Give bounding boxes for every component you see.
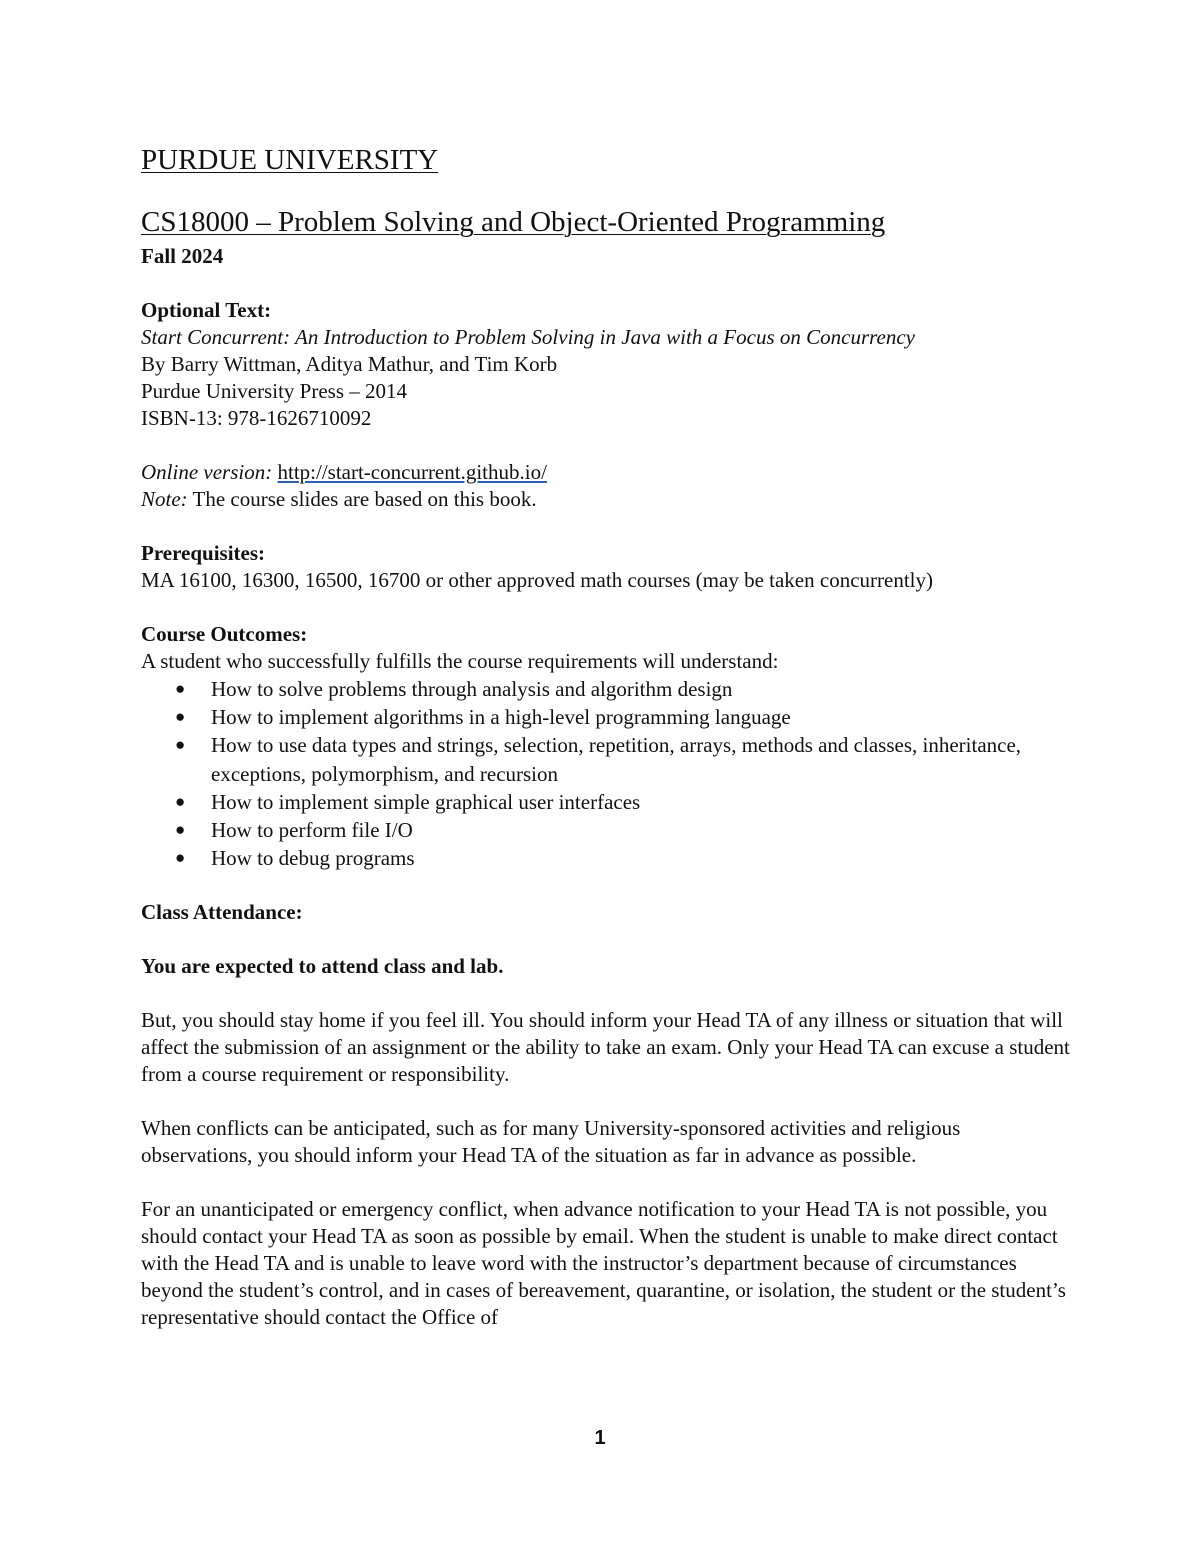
university-name: PURDUE UNIVERSITY [141, 144, 439, 176]
book-authors: By Barry Wittman, Aditya Mathur, and Tim Korb [141, 352, 558, 376]
spacer [141, 432, 1071, 459]
course-title: CS18000 – Problem Solving and Object-Oriented Programming [141, 206, 886, 238]
list-item [141, 731, 1071, 787]
book-publisher: Purdue University Press – 2014 [141, 379, 407, 403]
spacer [141, 513, 1071, 540]
online-version-link[interactable]: http://start-concurrent.github.io/ [277, 460, 547, 484]
course-outcomes-heading: Course Outcomes: [141, 622, 308, 646]
list-item [141, 675, 1071, 703]
outcome-text: How to use data types and strings, selection, repetition, arrays, methods and classes, inheritance, exceptions, polymorphism, and recursion [211, 733, 1022, 786]
spacer [141, 1088, 1071, 1115]
book-title: Start Concurrent: An Introduction to Problem Solving in Java with a Focus on Concurrency [141, 325, 915, 349]
note-label: Note: [141, 487, 188, 511]
course-term: Fall 2024 [141, 244, 224, 268]
online-version-label: Online version: [141, 460, 273, 484]
outcome-text: How to debug programs [211, 846, 415, 871]
spacer [141, 926, 1071, 953]
course-outcomes-list [141, 675, 1071, 872]
spacer [141, 1169, 1071, 1196]
note-line [141, 486, 1071, 513]
page-number: 1 [594, 1427, 606, 1449]
outcome-text: How to perform file I/O [211, 818, 413, 843]
course-outcomes-intro: A student who successfully fulfills the course requirements will understand: [141, 649, 779, 673]
optional-text-heading: Optional Text: [141, 298, 272, 322]
bullet-icon: ● [175, 820, 186, 840]
bullet-icon: ● [175, 707, 186, 727]
prerequisites-text: MA 16100, 16300, 16500, 16700 or other approved math courses (may be taken concurrently) [141, 568, 933, 592]
list-item [141, 788, 1071, 816]
outcome-text: How to implement simple graphical user interfaces [211, 789, 641, 814]
list-item [141, 844, 1071, 872]
attendance-paragraph-1: But, you should stay home if you feel ill. You should inform your Head TA of any illness or situation that will affect the submission of an assignment or the ability to take an exam. Only your Head TA can excuse a student from a course requirement or responsibility. [141, 1008, 1070, 1087]
spacer [141, 980, 1071, 1007]
page-content [141, 140, 1071, 1331]
attendance-paragraph-3: For an unanticipated or emergency conflict, when advance notification to your Head TA is not possible, you should contact your Head TA as soon as possible by email. When the student is unable to make direct contact with the Head TA and is unable to leave word with the instructor’s department because of circumstances beyond the student’s control, and in cases of bereavement, quarantine, or isolation, the student or the student’s representative should contact the Office of [141, 1197, 1066, 1330]
list-item [141, 703, 1071, 731]
bullet-icon: ● [175, 848, 186, 868]
note-text: The course slides are based on this book. [187, 487, 537, 511]
spacer [141, 872, 1071, 899]
bullet-icon: ● [175, 679, 186, 698]
outcome-text: How to implement algorithms in a high-level programming language [211, 705, 791, 730]
bullet-icon: ● [175, 735, 186, 755]
outcome-text: How to solve problems through analysis and algorithm design [211, 677, 733, 701]
bullet-icon: ● [175, 791, 186, 811]
book-isbn: ISBN-13: 978-1626710092 [141, 406, 372, 430]
spacer [141, 594, 1071, 621]
spacer [141, 270, 1071, 297]
online-version-line [141, 459, 1071, 486]
prerequisites-heading: Prerequisites: [141, 541, 266, 565]
list-item [141, 816, 1071, 844]
class-attendance-heading: Class Attendance: [141, 900, 303, 925]
attendance-expectation: You are expected to attend class and lab. [141, 954, 504, 979]
attendance-paragraph-2: When conflicts can be anticipated, such as for many University-sponsored activities and religious observations, you should inform your Head TA of the situation as far in advance as possible. [141, 1116, 961, 1168]
